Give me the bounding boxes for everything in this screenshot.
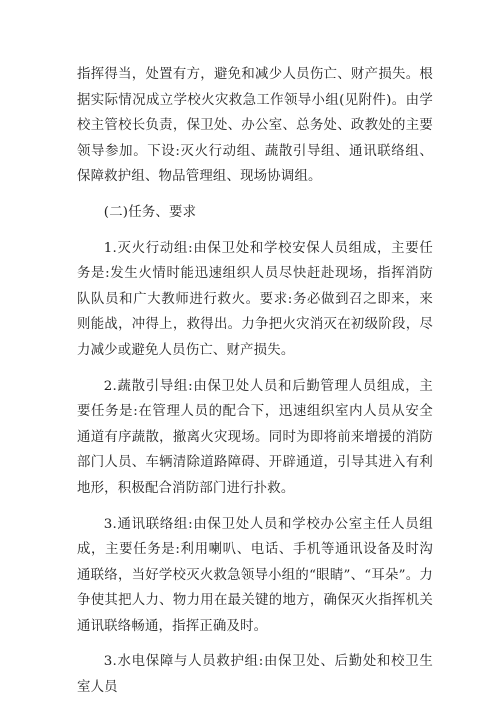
document-body [77,62,433,701]
paragraph-intro-continuation: 指挥得当，处置有方，避免和减少人员伤亡、财产损失。根据实际情况成立学校火灾救急工作领导小组(见附件)。由学校主管校长负责，保卫处、办公室、总务处、政教处的主要领导参加。下设:灭火行动组、蔬散引导组、通讯联络组、保障救护组、物品管理组、现场协调组。 [77,67,433,185]
paragraph-utilities-rescue-group: 3.水电保障与人员救护组:由保卫处、后勤处和校卫生室人员 [77,654,433,696]
section-heading-tasks-requirements: (二)任务、要求 [103,204,197,220]
paragraph-firefighting-group: 1.灭火行动组:由保卫处和学校安保人员组成，主要任务是:发生火情时能迅速组织人员尽快赶赴现场，指挥消防队队员和广大教师进行救火。要求:务必做到召之即来，来则能战，冲得上，救得出。力争把火灾消灭在初级阶段，尽力减少或避免人员伤亡、财产损失。 [77,240,433,358]
paragraph-communication-group: 3.通讯联络组:由保卫处人员和学校办公室主任人员组成，主要任务是:利用喇叭、电话、手机等通讯设备及时沟通联络，当好学校灭火救急领导小组的“眼睛”、“耳朵”。力争使其把人力、物力用在最关键的地方，确保灭火指挥机关通讯联络畅通，指挥正确及时。 [77,516,433,634]
paragraph-evacuation-group: 2.蔬散引导组:由保卫处人员和后勤管理人员组成，主要任务是:在管理人员的配合下，迅速组织室内人员从安全通道有序蔬散，撤离火灾现场。同时为即将前来增援的消防部门人员、车辆清除道路障碍、开辟通道，引导其进入有利地形，积极配合消防部门进行扑救。 [77,378,433,496]
